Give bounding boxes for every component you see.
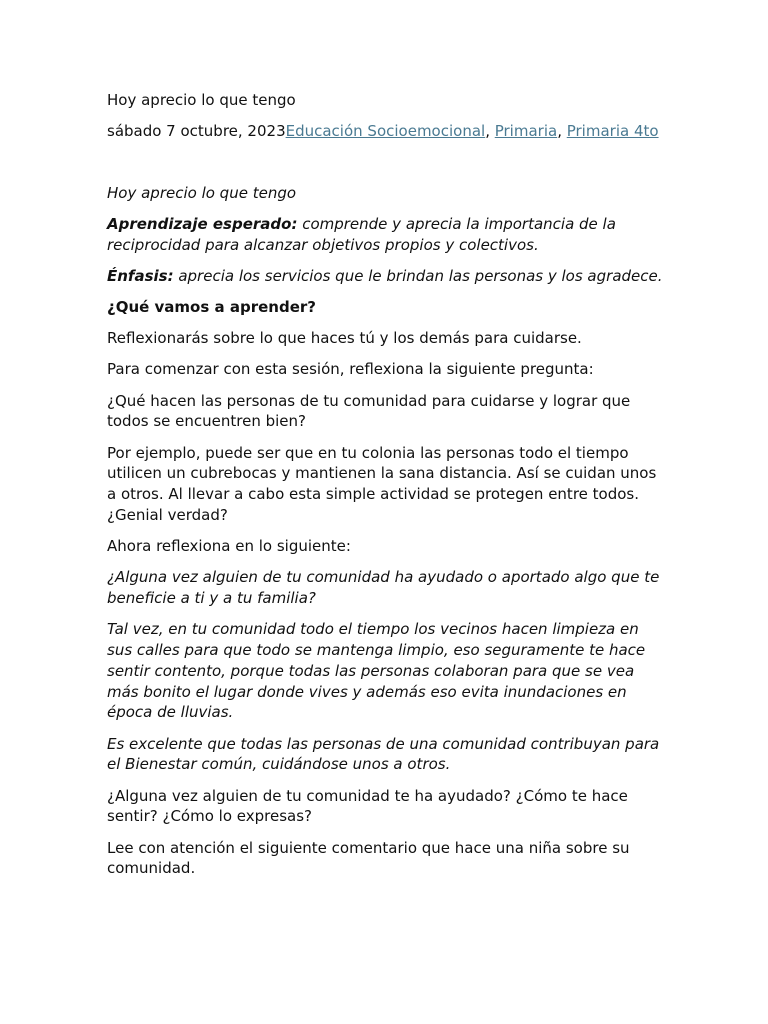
post-meta — [107, 121, 667, 142]
aprendizaje-label: Aprendizaje esperado: — [107, 214, 298, 233]
paragraph: ¿Qué hacen las personas de tu comunidad para cuidarse y lograr que todos se encuentren bien? — [107, 391, 631, 431]
paragraph: ¿Alguna vez alguien de tu comunidad te ha ayudado? ¿Cómo te hace sentir? ¿Cómo lo expresas? — [107, 786, 628, 826]
paragraph: Ahora reflexiona en lo siguiente: — [107, 537, 351, 556]
category-link-primaria-4to[interactable]: Primaria 4to — [566, 121, 659, 140]
article-body — [107, 183, 667, 880]
paragraph-italic: ¿Alguna vez alguien de tu comunidad ha ayudado o aportado algo que te beneficie a ti y a tu familia? — [107, 568, 660, 608]
heading-que-vamos-a-aprender: ¿Qué vamos a aprender? — [107, 297, 316, 316]
paragraph-italic: Es excelente que todas las personas de una comunidad contribuyan para el Bienestar común, cuidándose unos a otros. — [107, 734, 660, 774]
article-content — [107, 90, 667, 890]
paragraph: Por ejemplo, puede ser que en tu colonia las personas todo el tiempo utilicen un cubrebocas y mantienen la sana distancia. Así se cuidan unos a otros. Al llevar a cabo esta simple actividad se protegen entre todos. ¿Genial verdad? — [107, 443, 657, 524]
enfasis-label: Énfasis: — [107, 266, 174, 285]
paragraph: Reflexionarás sobre lo que haces tú y los demás para cuidarse. — [107, 329, 582, 348]
aprendizaje-text: comprende y aprecia la importancia de la reciprocidad para alcanzar objetivos propios y colectivos. — [107, 214, 616, 254]
paragraph-italic: Tal vez, en tu comunidad todo el tiempo los vecinos hacen limpieza en sus calles para que todo se mantenga limpio, eso seguramente te hace sentir contento, porque todas las personas colaboran para que se vea más bonito el lugar donde vives y además eso evita inundaciones en época de lluvias. — [107, 620, 646, 722]
article-subtitle: Hoy aprecio lo que tengo — [107, 183, 297, 202]
category-separator: , — [557, 121, 567, 140]
category-link-primaria[interactable]: Primaria — [494, 121, 558, 140]
paragraph: Para comenzar con esta sesión, reflexiona la siguiente pregunta: — [107, 360, 594, 379]
aprendizaje-esperado — [107, 214, 667, 256]
category-separator: , — [485, 121, 495, 140]
enfasis — [107, 266, 667, 287]
post-title: Hoy aprecio lo que tengo — [107, 91, 296, 109]
paragraph: Lee con atención el siguiente comentario que hace una niña sobre su comunidad. — [107, 838, 630, 878]
post-date: sábado 7 octubre, 2023 — [107, 121, 286, 140]
category-link-educacion-socioemocional[interactable]: Educación Socioemocional — [285, 121, 486, 140]
enfasis-text: aprecia los servicios que le brindan las personas y los agradece. — [173, 266, 663, 285]
